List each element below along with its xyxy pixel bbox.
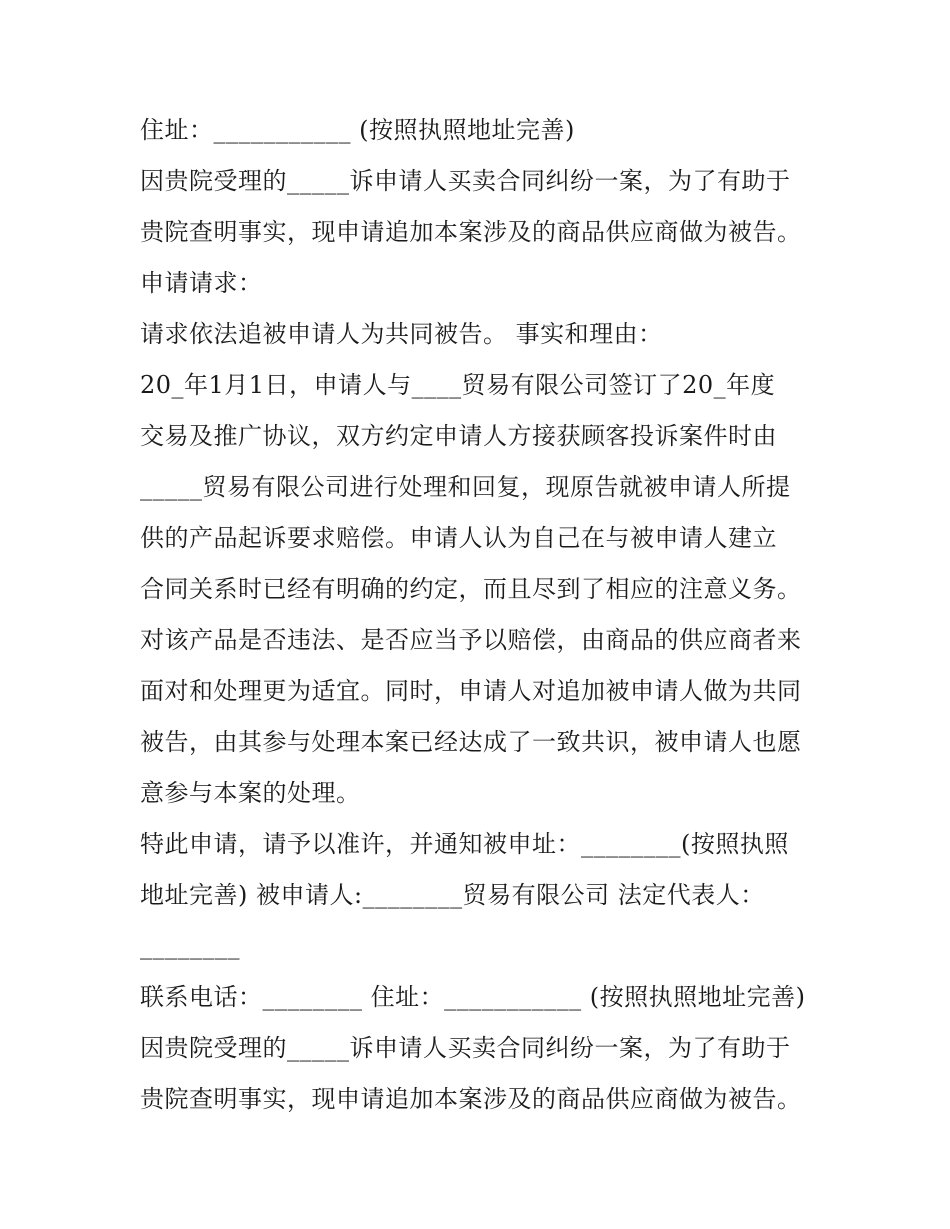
paragraph-line: 贵院查明事实，现申请追加本案涉及的商品供应商做为被告。 [140,1085,802,1113]
paragraph-line: _____贸易有限公司进行处理和回复，现原告就被申请人所提 [140,473,791,501]
paragraph-line: 交易及推广协议，双方约定申请人方接获顾客投诉案件时由 [140,422,777,450]
paragraph-line: 意参与本案的处理。 [140,779,361,807]
paragraph-line: 请求依法追被申请人为共同被告。 事实和理由： [140,320,663,348]
paragraph-line: 20_年1月1日，申请人与____贸易有限公司签订了20_年度 [140,371,776,399]
paragraph-line: 特此申请，请予以准许，并通知被申址：________(按照执照 [140,830,789,858]
paragraph-line: 地址完善) 被申请人:________贸易有限公司 法定代表人： [140,881,765,909]
blank-line: ________ [140,932,240,960]
paragraph-line: 面对和处理更为适宜。同时，申请人对追加被申请人做为共同 [140,677,802,705]
paragraph-line: 被告，由其参与处理本案已经达成了一致共识，被申请人也愿 [140,728,802,756]
paragraph-line: 合同关系时已经有明确的约定，而且尽到了相应的注意义务。 [140,575,802,603]
paragraph-line: 供的产品起诉要求赔偿。申请人认为自己在与被申请人建立 [140,524,777,552]
paragraph-line: 因贵院受理的_____诉申请人买卖合同纠纷一案，为了有助于 [140,167,791,195]
address-line: 住址：___________ (按照执照地址完善) [140,116,575,144]
paragraph-line: 贵院查明事实，现申请追加本案涉及的商品供应商做为被告。 [140,218,802,246]
contact-line: 联系电话：________ 住址：___________ (按照执照地址完善) [140,983,806,1011]
section-heading-request: 申请请求： [140,269,263,297]
paragraph-line: 对该产品是否违法、是否应当予以赔偿，由商品的供应商者来 [140,626,802,654]
paragraph-line: 因贵院受理的_____诉申请人买卖合同纠纷一案，为了有助于 [140,1034,791,1062]
document-body [140,105,820,1125]
